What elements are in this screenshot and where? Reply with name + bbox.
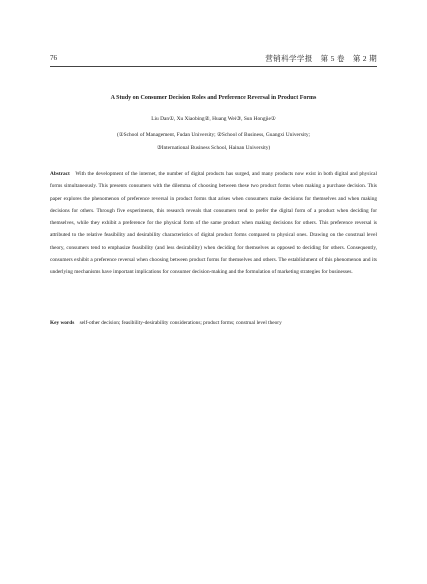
author-list: Liu Dan①, Xu Xiaobing②, Huang Wei③, Sun Hongjie① xyxy=(151,116,276,122)
journal-issue-header: 营销科学学报 第 5 卷 第 2 期 xyxy=(265,54,377,63)
page-number: 76 xyxy=(50,54,57,62)
keywords-text: self-other decision; feasibility-desirability considerations; product forms; construal level theory xyxy=(79,320,282,326)
keywords-label: Key words xyxy=(50,320,75,326)
abstract-label: Abstract xyxy=(50,171,70,177)
paper-title: A Study on Consumer Decision Roles and Preference Reversal in Product Forms xyxy=(110,95,317,101)
abstract-section xyxy=(50,168,377,279)
header-divider xyxy=(50,66,377,67)
affiliations-line-1: (①School of Management, Fudan University; ②School of Business, Guangxi University; xyxy=(116,132,311,138)
abstract-text: With the development of the internet, the number of digital products has surged, and many products now exist in both digital and physical forms simultaneously. This presents consumers with the dilemma of choosing between these two product forms when making a purchase decision. This paper explores the phenomenon of preference reversal in product forms that arises when consumers make decisions for themselves and when making decisions for others. Through five experiments, this research reveals that consumers tend to prefer the digital form of a product when deciding for themselves, while they exhibit a preference for the physical form of the same product when making decisions for others. This preference reversal is attributed to the relative feasibility and desirability characteristics of digital product forms compared to physical ones. Drawing on the construal level theory, consumers tend to emphasize feasibility (and less desirability) when deciding for themselves as opposed to deciding for others. Consequently, consumers exhibit a preference reversal when choosing between product forms for themselves and others. The establishment of this phenomenon and its underlying mechanisms have important implications for consumer decision-making and the formulation of marketing strategies for businesses. xyxy=(50,171,377,276)
keywords-section xyxy=(50,317,377,329)
affiliations-line-2: ③International Business School, Hainan University) xyxy=(156,145,271,151)
